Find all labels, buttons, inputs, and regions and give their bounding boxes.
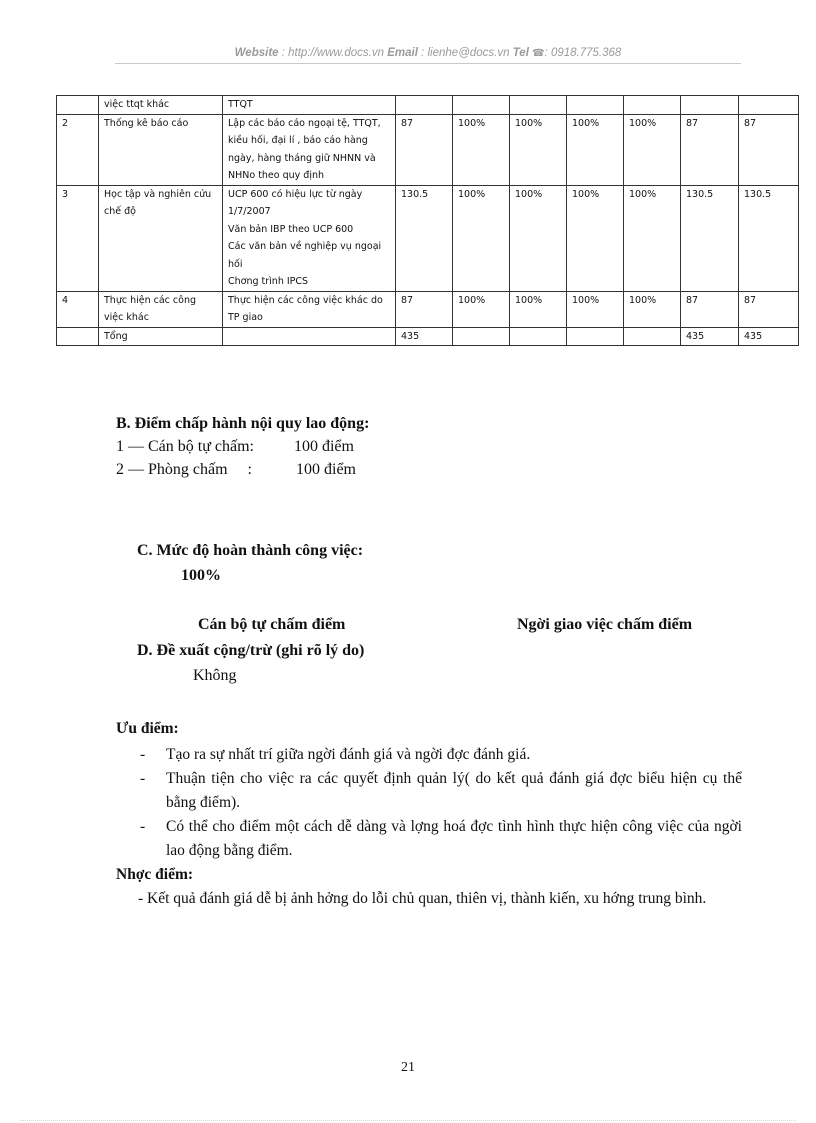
page-header xyxy=(115,47,741,64)
table-cell: 100% xyxy=(453,185,510,291)
page-number: 21 xyxy=(401,1060,415,1075)
section-c-d xyxy=(121,513,364,713)
table-cell: 435 xyxy=(396,327,453,346)
table-body xyxy=(57,96,799,346)
website-label: Website xyxy=(234,47,279,59)
advantage-text: Tạo ra sự nhất trí giữa ngời đánh giá và ngời đợc đánh giá. xyxy=(166,746,531,763)
signature-self-assessor: Cán bộ tự chấm điểm xyxy=(198,616,346,633)
table-cell: 87 xyxy=(739,114,799,185)
phone-icon: ☎ xyxy=(532,48,545,59)
list-dash: - xyxy=(140,746,146,763)
table-row xyxy=(57,185,799,291)
table-row xyxy=(57,114,799,185)
disadvantages-title: Nhợc điểm: xyxy=(116,866,194,883)
section-c xyxy=(121,513,364,613)
table-row xyxy=(57,291,799,327)
table-cell xyxy=(739,96,799,115)
table-cell: 100% xyxy=(510,185,567,291)
section-d-value: Không xyxy=(193,667,237,684)
table-cell: 100% xyxy=(624,114,681,185)
table-cell: Thực hiện các công việc khác xyxy=(99,291,223,327)
table-cell: Học tập và nghiên cứu chế độ xyxy=(99,185,223,291)
table-cell: 100% xyxy=(453,291,510,327)
table-cell: 100% xyxy=(624,185,681,291)
evaluation-table xyxy=(56,95,799,346)
table-row xyxy=(57,327,799,346)
list-dash: - xyxy=(140,818,146,835)
table-cell xyxy=(223,327,396,346)
table-cell xyxy=(567,96,624,115)
table-cell: UCP 600 có hiệu lực từ ngày 1/7/2007 Văn bản IBP theo UCP 600 Các văn bản về nghiệp vụ ngoại hối Chơng trình IPCS xyxy=(223,185,396,291)
table-cell xyxy=(57,327,99,346)
table-cell xyxy=(453,327,510,346)
table-cell: 4 xyxy=(57,291,99,327)
section-b-title: B. Điểm chấp hành nội quy lao động: xyxy=(116,415,370,432)
table-cell: Thống kê báo cáo xyxy=(99,114,223,185)
website-value: : http://www.docs.vn xyxy=(281,47,385,59)
table-cell: 87 xyxy=(739,291,799,327)
table-cell: 87 xyxy=(396,114,453,185)
table-cell: 130.5 xyxy=(739,185,799,291)
pros-cons-section xyxy=(116,717,742,911)
advantage-text: Có thể cho điểm một cách dễ dàng và lợng hoá đợc tình hình thực hiện công việc của ngời lao động bằng điểm. xyxy=(166,818,742,859)
table-cell: 100% xyxy=(567,185,624,291)
table-cell: Thực hiện các công việc khác do TP giao xyxy=(223,291,396,327)
advantages-title: Ưu điểm: xyxy=(116,720,179,737)
disadvantages-text: - Kết quả đánh giá dễ bị ảnh hởng do lỗi chủ quan, thiên vị, thành kiến, xu hớng trung bình. xyxy=(138,890,707,907)
table-row xyxy=(57,96,799,115)
section-b xyxy=(116,412,369,481)
table-cell: Tổng xyxy=(99,327,223,346)
table-cell: 100% xyxy=(567,291,624,327)
section-b-line-1: 1 — Cán bộ tự chấm: 100 điểm xyxy=(116,438,354,455)
table-cell xyxy=(624,327,681,346)
table-cell xyxy=(453,96,510,115)
list-dash: - xyxy=(140,770,146,787)
section-d-title: D. Đề xuất cộng/trừ (ghi rõ lý do) xyxy=(137,642,365,659)
table-cell: 435 xyxy=(739,327,799,346)
table-cell xyxy=(567,327,624,346)
email-label: Email xyxy=(387,47,418,59)
advantages-list xyxy=(116,743,742,863)
table-cell: 87 xyxy=(396,291,453,327)
table-cell: 100% xyxy=(510,114,567,185)
email-value: : lienhe@docs.vn xyxy=(421,47,510,59)
table-cell xyxy=(681,96,739,115)
list-item xyxy=(116,767,742,815)
list-item xyxy=(116,815,742,863)
table-cell: TTQT xyxy=(223,96,396,115)
table-cell: 87 xyxy=(681,114,739,185)
tel-label: Tel xyxy=(512,47,529,59)
table-cell: 2 xyxy=(57,114,99,185)
table-cell: 100% xyxy=(510,291,567,327)
table-cell: 130.5 xyxy=(681,185,739,291)
table-cell xyxy=(510,327,567,346)
table-cell: 435 xyxy=(681,327,739,346)
table-cell: 3 xyxy=(57,185,99,291)
footer-divider xyxy=(20,1120,796,1121)
table-cell: 100% xyxy=(624,291,681,327)
list-item xyxy=(116,743,742,767)
table-cell: 130.5 xyxy=(396,185,453,291)
section-b-line-2: 2 — Phòng chấm : 100 điểm xyxy=(116,461,356,478)
table-cell: 100% xyxy=(453,114,510,185)
section-c-value: 100% xyxy=(181,567,221,584)
advantage-text: Thuận tiện cho việc ra các quyết định quản lý( do kết quả đánh giá đợc biểu hiện cụ thể bằng điểm). xyxy=(166,770,742,811)
section-c-title: C. Mức độ hoàn thành công việc: xyxy=(137,542,364,559)
tel-value: : 0918.775.368 xyxy=(544,47,622,59)
table-cell xyxy=(624,96,681,115)
table-cell: việc ttqt khác xyxy=(99,96,223,115)
table-cell: Lập các báo cáo ngoại tệ, TTQT, kiều hối, đại lí , báo cáo hàng ngày, hàng tháng giữ NHNN và NHNo theo quy định xyxy=(223,114,396,185)
table-cell xyxy=(396,96,453,115)
signature-task-assigner: Ngời giao việc chấm điểm xyxy=(517,616,693,633)
table-cell xyxy=(510,96,567,115)
table-cell: 100% xyxy=(567,114,624,185)
table-cell: 87 xyxy=(681,291,739,327)
table-cell xyxy=(57,96,99,115)
